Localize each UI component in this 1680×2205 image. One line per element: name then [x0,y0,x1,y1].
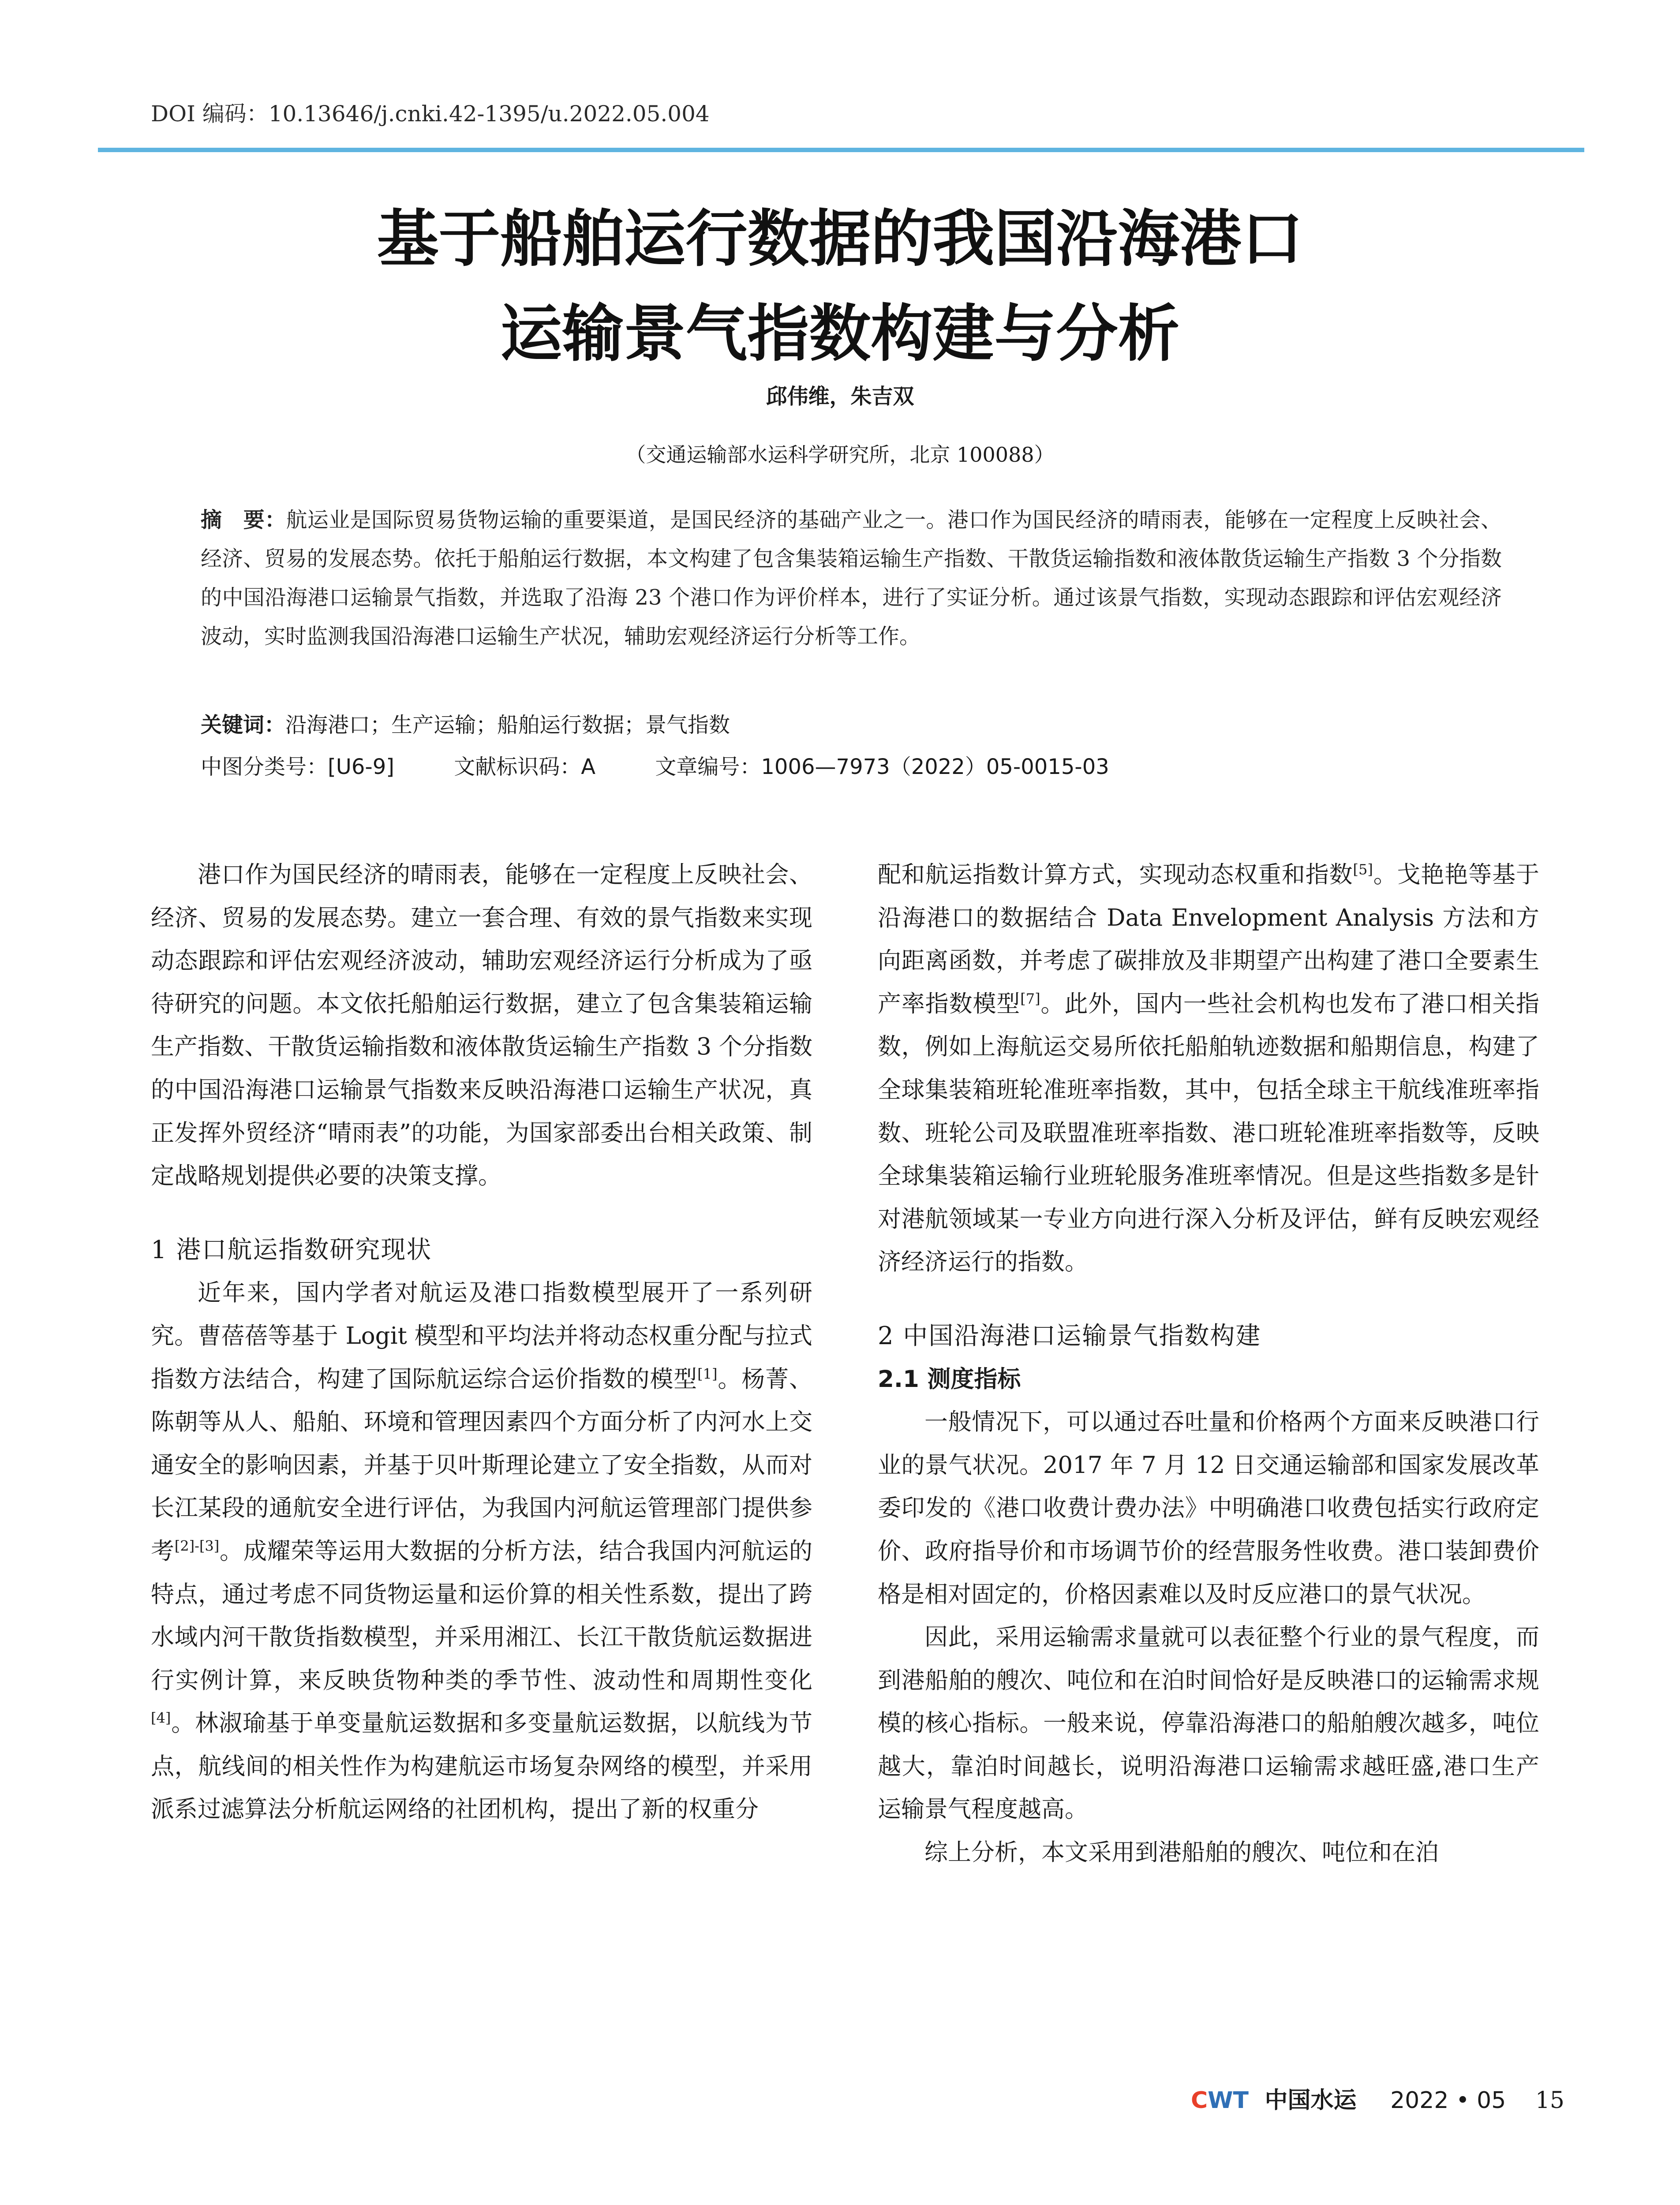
classification-meta [201,750,1162,780]
clc-number: 中图分类号：[U6-9] [201,755,394,779]
doi-line: DOI 编码：10.13646/j.cnki.42-1395/u.2022.05.004 [151,101,710,127]
page-number: 15 [1535,2087,1565,2114]
issue-number: 2022 • 05 [1390,2087,1506,2114]
citation: [1] [697,1365,718,1382]
logo-letter-c: C [1191,2087,1208,2114]
section-2-1-paragraph-2: 因此，采用运输需求量就可以表征整个行业的景气程度，而到港船舶的艘次、吨位和在泊时间恰好是反映港口的运输需求规模的核心指标。一般来说，停靠沿海港口的船舶艘次越多，吨位越大，靠泊时间越长，说明沿海港口运输需求越旺盛,港口生产运输景气程度越高。 [878,1624,1539,1823]
authors: 邱伟维，朱吉双 [766,384,914,409]
keywords [201,708,730,738]
citation: [7] [1020,990,1040,1007]
section-2-1-paragraph-3: 综上分析，本文采用到港船舶的艘次、吨位和在泊 [924,1839,1439,1866]
abstract [201,501,1502,656]
right-column [878,853,1539,1874]
article-title-line-1: 基于船舶运行数据的我国沿海港口 [377,203,1303,275]
journal-logo [1191,2087,1249,2114]
citation: [2]-[3] [174,1537,220,1555]
para-text: 。林淑瑜基于单变量航运数据和多变量航运数据，以航线为节点，航线间的相关性作为构建航运市场复杂网络的模型，并采用派系过滤算法分析航运网络的社团机构，提出了新的权重分 [151,1710,812,1823]
section-2-1-heading: 2.1 测度指标 [878,1365,1021,1393]
left-column [151,853,812,1831]
document-code: 文献标识码：A [454,755,596,779]
abstract-label: 摘 要： [201,508,286,532]
section-1-paragraph [151,1271,812,1831]
logo-letters-wt: WT [1208,2087,1249,2114]
intro-paragraph: 港口作为国民经济的晴雨表，能够在一定程度上反映社会、经济、贸易的发展态势。建立一套合理、有效的景气指数来实现动态跟踪和评估宏观经济波动，辅助宏观经济运行分析成为了亟待研究的问题。本文依托船舶运行数据，建立了包含集装箱运输生产指数、干散货运输指数和液体散货运输生产指数 3 个分指数的中国沿海港口运输景气指数来反映沿海港口运输生产状况，真正发挥外贸经济“晴雨表”的功能，为国家部委出台相关政策、制定战略规划提供必要的决策支撑。 [151,861,812,1190]
para-text: 。戈艳艳等基于沿海港口的数据结合 Data Envelopment Analysis 方法和方向距离函数，并考虑了碳排放及非期望产出构建了港口全要素生产率指数模型 [878,861,1540,1017]
affiliation: （交通运输部水运科学研究所，北京 100088） [625,443,1055,467]
section-2-1-paragraph-1: 一般情况下，可以通过吞吐量和价格两个方面来反映港口行业的景气状况。2017 年 7 月 12 日交通运输部和国家发展改革委印发的《港口收费计费办法》中明确港口收费包括实行政府定价、政府指导价和市场调节价的经营服务性收费。港口装卸费价格是相对固定的，价格因素难以及时反应港口的景气状况。 [878,1409,1539,1608]
citation: [4] [151,1709,171,1727]
section-2-heading: 2 中国沿海港口运输景气指数构建 [878,1321,1261,1350]
keywords-label: 关键词： [201,713,286,737]
header-rule [98,148,1584,152]
para-text: 近年来，国内学者对航运及港口指数模型展开了一系列研究。曹蓓蓓等基于 Logit 模型和平均法并将动态权重分配与拉式指数方法结合，构建了国际航运综合运价指数的模型 [151,1279,812,1393]
article-number: 文章编号：1006—7973（2022）05-0015-03 [655,755,1109,779]
abstract-text: 航运业是国际贸易货物运输的重要渠道，是国民经济的基础产业之一。港口作为国民经济的晴雨表，能够在一定程度上反映社会、经济、贸易的发展态势。依托于船舶运行数据，本文构建了包含集装箱运输生产指数、干散货运输指数和液体散货运输生产指数 3 个分指数的中国沿海港口运输景气指数，并选取了沿海 23 个港口作为评价样本，进行了实证分析。通过该景气指数，实现动态跟踪和评估宏观经济波动，实时监测我国沿海港口运输生产状况，辅助宏观经济运行分析等工作。 [201,508,1502,649]
para-text: 。杨菁、陈朝等从人、船舶、环境和管理因素四个方面分析了内河水上交通安全的影响因素，并基于贝叶斯理论建立了安全指数，从而对长江某段的通航安全进行评估，为我国内河航运管理部门提供参考 [151,1365,813,1565]
para-text: 。成耀荣等运用大数据的分析方法，结合我国内河航运的特点，通过考虑不同货物运量和运价算的相关性系数，提出了跨水域内河干散货指数模型，并采用湘江、长江干散货航运数据进行实例计算，来反映货物种类的季节性、波动性和周期性变化 [151,1537,813,1694]
section-1-paragraph-continued [878,853,1539,1284]
para-text: 。此外，国内一些社会机构也发布了港口相关指数，例如上海航运交易所依托船舶轨迹数据和船期信息，构建了全球集装箱班轮准班率指数，其中，包括全球主干航线准班率指数、班轮公司及联盟准班率指数、港口班轮准班率指数等，反映全球集装箱运输行业班轮服务准班率情况。但是这些指数多是针对港航领域某一专业方向进行深入分析及评估，鲜有反映宏观经济经济运行的指数。 [878,990,1540,1276]
para-text: 配和航运指数计算方式，实现动态权重和指数 [878,861,1353,888]
page-footer [1191,2082,1564,2115]
section-1-heading: 1 港口航运指数研究现状 [151,1235,432,1264]
article-title-line-2: 运输景气指数构建与分析 [500,298,1180,370]
keywords-text: 沿海港口；生产运输；船舶运行数据；景气指数 [285,713,730,737]
journal-name: 中国水运 [1265,2087,1357,2114]
citation: [5] [1353,861,1373,878]
